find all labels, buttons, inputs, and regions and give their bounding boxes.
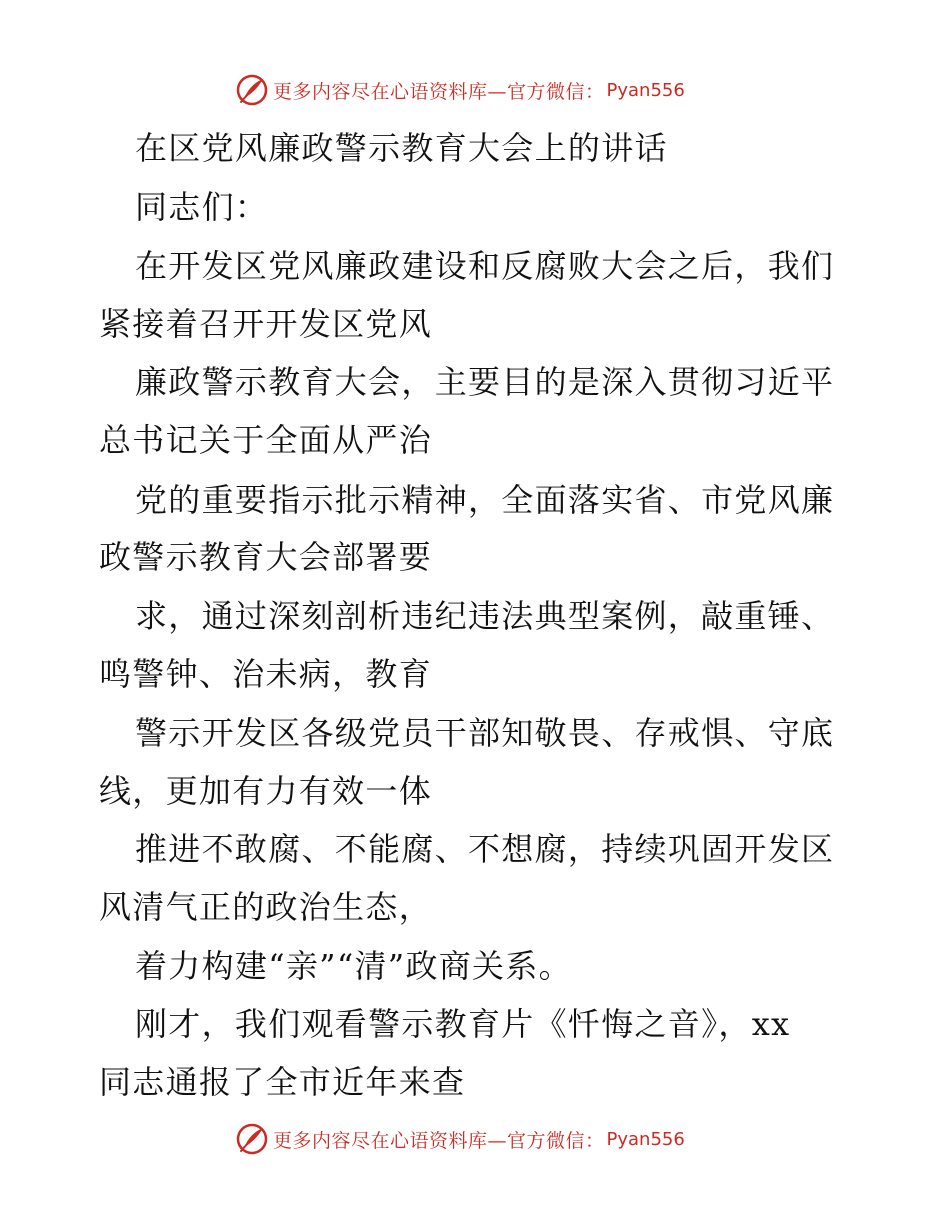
paragraph-line: 在开发区党风廉政建设和反腐败大会之后，我们	[135, 247, 835, 285]
paragraph-line: 警示开发区各级党员干部知敬畏、存戒惧、守底	[135, 714, 835, 752]
greeting: 同志们：	[135, 188, 269, 226]
header-watermark-banner	[235, 72, 685, 108]
feather-pen-logo-icon	[235, 1122, 269, 1156]
paragraph-line: 廉政警示教育大会，主要目的是深入贯彻习近平	[135, 363, 835, 401]
paragraph-line: 紧接着召开开发区党风	[99, 305, 433, 343]
paragraph-line: 推进不敢腐、不能腐、不想腐，持续巩固开发区	[135, 830, 835, 868]
banner-wechat-id: Pyan556	[606, 79, 685, 101]
paragraph-line: 着力构建“亲”“清”政商关系。	[135, 947, 572, 985]
footer-watermark-banner	[235, 1121, 685, 1157]
paragraph-line: 线，更加有力有效一体	[99, 772, 433, 810]
banner-wechat-id: Pyan556	[606, 1128, 685, 1150]
paragraph-line: 鸣警钟、治未病，教育	[99, 655, 433, 693]
paragraph-line: 总书记关于全面从严治	[99, 421, 433, 459]
document-title: 在区党风廉政警示教育大会上的讲话	[135, 129, 668, 167]
paragraph-line: 风清气正的政治生态，	[99, 888, 433, 926]
paragraph-line: 求，通过深刻剖析违纪违法典型案例，敲重锤、	[135, 597, 835, 635]
paragraph-line: 政警示教育大会部署要	[99, 538, 433, 576]
banner-text: 更多内容尽在心语资料库—官方微信：	[273, 1129, 605, 1152]
banner-text: 更多内容尽在心语资料库—官方微信：	[273, 80, 605, 103]
paragraph-line: 同志通报了全市近年来查	[99, 1063, 466, 1101]
paragraph-line: 党的重要指示批示精神，全面落实省、市党风廉	[135, 481, 835, 519]
paragraph-line: 刚才，我们观看警示教育片《忏悔之音》，xx	[135, 1005, 791, 1043]
feather-pen-logo-icon	[235, 73, 269, 107]
